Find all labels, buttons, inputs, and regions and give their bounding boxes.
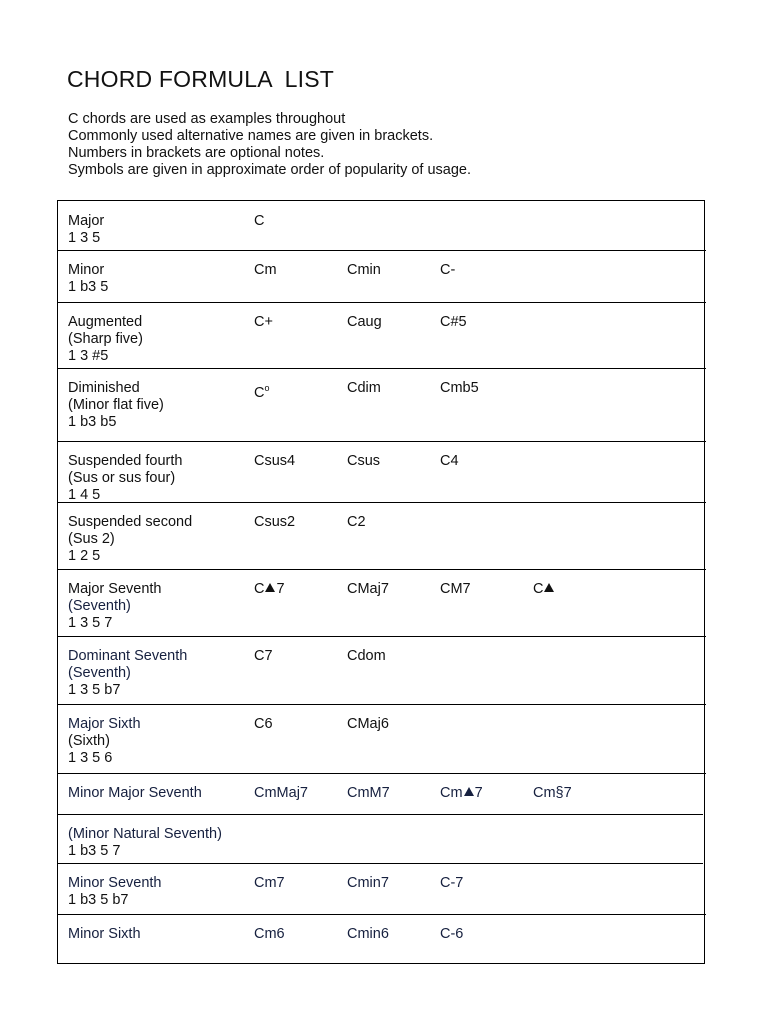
chord-formula: 1 b3 5 [68,278,109,295]
chord-name: Diminished [68,380,140,396]
chord-alt-name: (Sus 2) [68,530,115,547]
chord-name: Augmented [68,314,143,330]
chord-name-cell [68,380,164,430]
row-divider [58,814,703,815]
triangle-icon [544,583,554,592]
chord-symbol: Cm [254,262,277,278]
chord-name-cell [68,314,143,364]
chord-symbol: CmM7 [347,785,390,801]
chord-symbol: C7 [254,648,273,664]
chord-formula: 1 3 #5 [68,347,109,364]
row-divider [58,914,706,915]
intro-line: C chords are used as examples throughout [68,111,346,127]
chord-name: Minor Major Seventh [68,785,202,801]
chord-name-cell [68,262,108,296]
row-divider [58,863,703,864]
chord-alt-name: (Seventh) [68,664,131,681]
chord-name-cell [68,785,202,802]
chord-symbol: Cdom [347,648,386,664]
chord-name: Minor Seventh [68,875,162,891]
chord-symbol: CM7 [440,581,471,597]
chord-name: Major Sixth [68,716,141,732]
chord-symbol: C 7 [254,581,285,597]
chord-formula: 1 3 5 7 [68,614,113,631]
chord-symbol: $C^o$ [254,383,270,401]
chord-table [57,200,705,964]
chord-alt-name: (Sixth) [68,732,110,749]
page-title: CHORD FORMULA LIST [67,66,335,92]
chord-symbol: Cmin [347,262,381,278]
chord-symbol: Cm6 [254,926,285,942]
chord-symbol: Cm 7 [440,785,483,801]
chord-symbol: C+ [254,314,273,330]
chord-symbol: C2 [347,514,366,530]
chord-name-cell [68,213,104,247]
chord-name-cell [68,648,187,698]
chord-formula: 1 4 5 [68,486,101,503]
chord-alt-name: (Sharp five) [68,330,143,347]
chord-name-cell [68,453,182,503]
chord-symbol: Cmin6 [347,926,389,942]
chord-name-cell [68,826,222,860]
chord-alt-name: (Minor flat five) [68,396,164,413]
chord-name-cell [68,926,141,943]
chord-symbol: Cm7 [254,875,285,891]
chord-symbol: Cm§7 [533,785,572,801]
chord-symbol: Csus2 [254,514,296,530]
row-divider [58,250,706,251]
chord-name: Suspended second [68,514,193,530]
chord-name: Dominant Seventh [68,648,188,664]
chord-symbol: C [533,581,555,598]
chord-symbol: C6 [254,716,273,732]
chord-symbol: C- [440,262,456,278]
chord-name: Suspended fourth [68,453,183,469]
triangle-icon [464,787,474,796]
chord-symbol: C4 [440,453,459,469]
chord-symbol: C#5 [440,314,467,330]
intro-line: Symbols are given in approximate order of popularity of usage. [68,162,471,178]
chord-formula: 1 2 5 [68,547,101,564]
chord-formula: 1 3 5 [68,229,101,246]
row-divider [58,368,706,369]
chord-name: Major Seventh [68,581,162,597]
chord-symbol: Csus [347,453,381,469]
chord-symbol: Caug [347,314,382,330]
chord-formula: 1 3 5 6 [68,749,113,766]
chord-alt-name: (Minor Natural Seventh) [68,826,222,842]
row-divider [58,636,706,637]
chord-formula: 1 b3 b5 [68,413,117,430]
chord-name-cell [68,875,162,909]
chord-formula: 1 3 5 b7 [68,681,121,698]
chord-symbol: Cdim [347,380,381,396]
row-divider [58,569,706,570]
chord-name-cell [68,514,192,564]
chord-name: Minor Sixth [68,926,141,942]
chord-symbol: Csus4 [254,453,296,469]
chord-symbol: Cmb5 [440,380,479,396]
chord-symbol: C [254,213,265,229]
chord-symbol: CmMaj7 [254,785,308,801]
triangle-icon [265,583,275,592]
chord-symbol: C-6 [440,926,464,942]
row-divider [58,704,706,705]
chord-symbol: C-7 [440,875,464,891]
chord-name: Major [68,213,105,229]
intro-line: Numbers in brackets are optional notes. [68,145,325,161]
chord-formula: 1 b3 5 7 [68,842,121,859]
chord-name-cell [68,581,162,631]
chord-symbol: CMaj6 [347,716,389,732]
chord-name: Minor [68,262,105,278]
intro-line: Commonly used alternative names are given in brackets. [68,128,434,144]
chord-alt-name: (Sus or sus four) [68,469,176,486]
row-divider [58,441,706,442]
row-divider [58,302,706,303]
chord-alt-name: (Seventh) [68,597,131,614]
chord-name-cell [68,716,141,766]
chord-formula: 1 b3 5 b7 [68,891,129,908]
chord-symbol: CMaj7 [347,581,389,597]
row-divider [58,773,706,774]
chord-symbol: Cmin7 [347,875,389,891]
